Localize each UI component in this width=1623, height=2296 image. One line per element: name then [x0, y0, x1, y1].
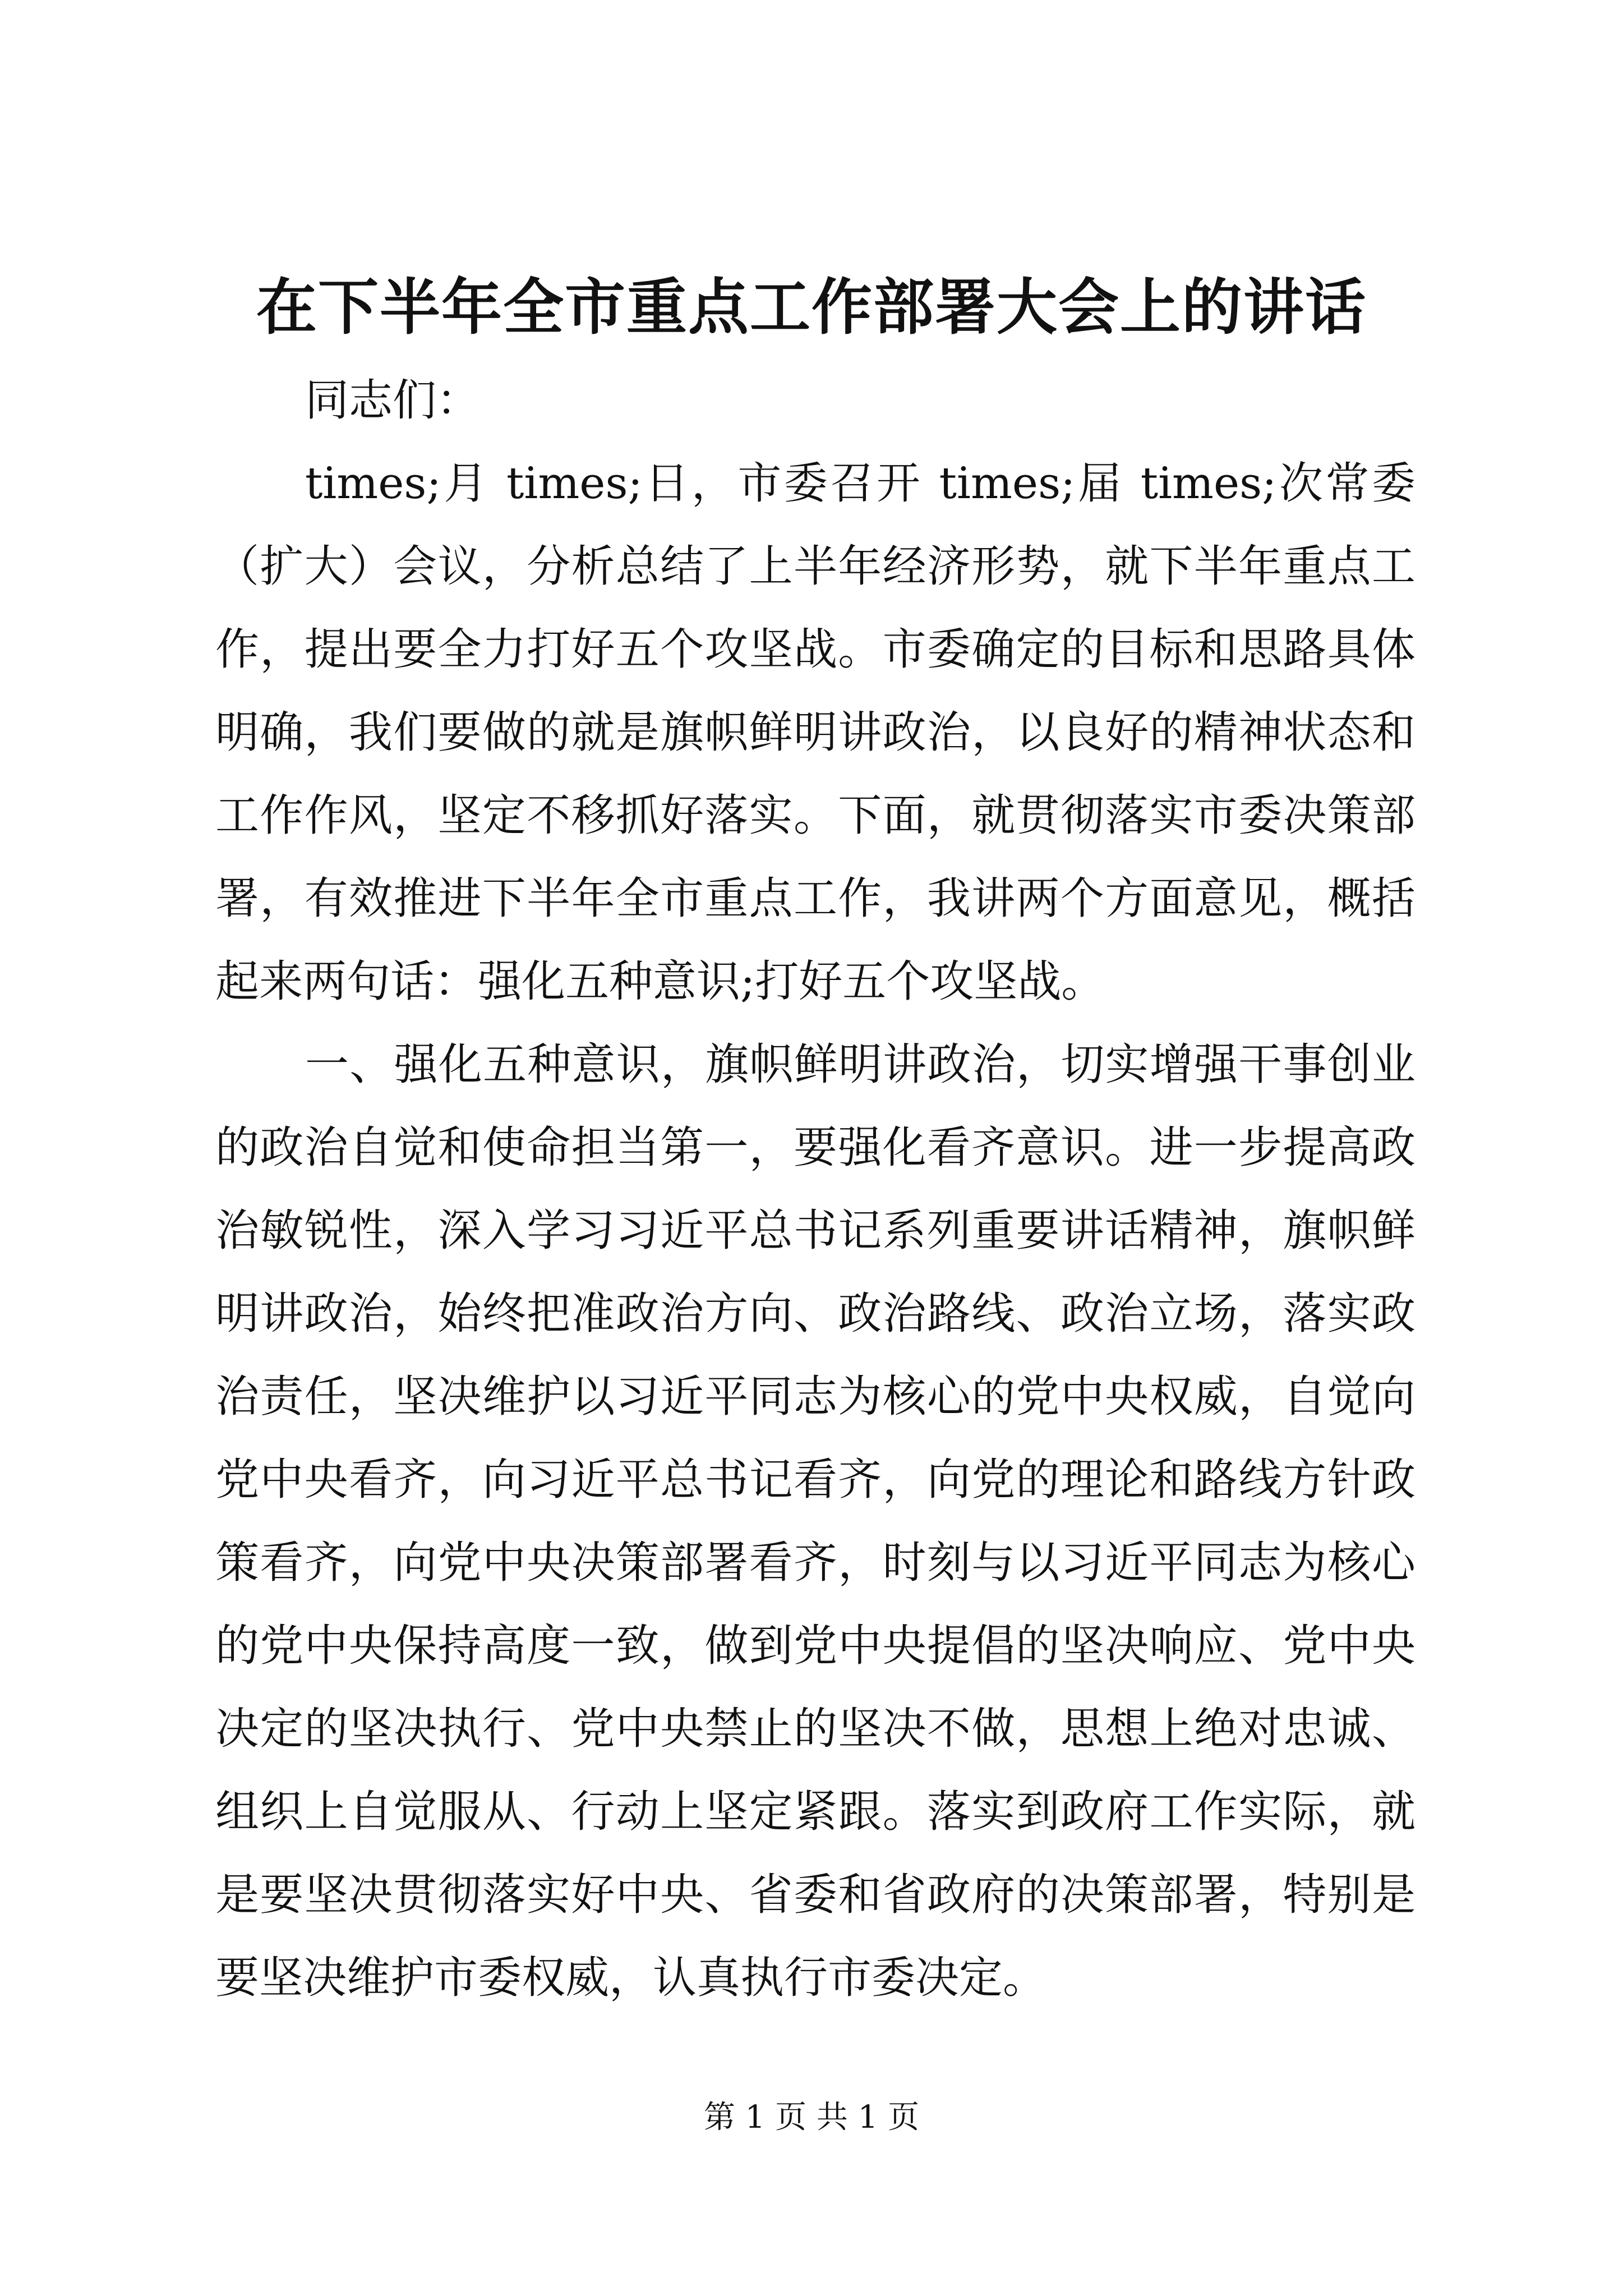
salutation: 同志们： — [305, 375, 481, 426]
paragraph-1: times;月 times;日，市委召开 times;届 times;次常委（扩大）会议，分析总结了上半年经济形势，就下半年重点工作，提出要全力打好五个攻坚战。市委确定的目标和思路具体明确，我们要做的就是旗帜鲜明讲政治，以良好的精神状态和工作作风，坚定不移抓好落实。下面，就贯彻落实市委决策部署，有效推进下半年全市重点工作，我讲两个方面意见，概括起来两句话：强化五种意识;打好五个攻坚战。 — [215, 458, 1415, 1007]
paragraph-2: 一、强化五种意识，旗帜鲜明讲政治，切实增强干事创业的政治自觉和使命担当第一，要强化看齐意识。进一步提高政治敏锐性，深入学习习近平总书记系列重要讲话精神，旗帜鲜明讲政治，始终把准政治方向、政治路线、政治立场，落实政治责任，坚决维护以习近平同志为核心的党中央权威，自觉向党中央看齐，向习近平总书记看齐，向党的理论和路线方针政策看齐，向党中央决策部署看齐，时刻与以习近平同志为核心的党中央保持高度一致，做到党中央提倡的坚决响应、党中央决定的坚决执行、党中央禁止的坚决不做，思想上绝对忠诚、组织上自觉服从、行动上坚定紧跟。落实到政府工作实际，就是要坚决贯彻落实好中央、省委和省政府的决策部署，特别是要坚决维护市委权威，认真执行市委决定。 — [215, 1039, 1415, 2003]
page-footer: 第 1 页 共 1 页 — [703, 2099, 920, 2136]
document-body — [215, 359, 1415, 2019]
document-title: 在下半年全市重点工作部署大会上的讲话 — [256, 272, 1367, 343]
